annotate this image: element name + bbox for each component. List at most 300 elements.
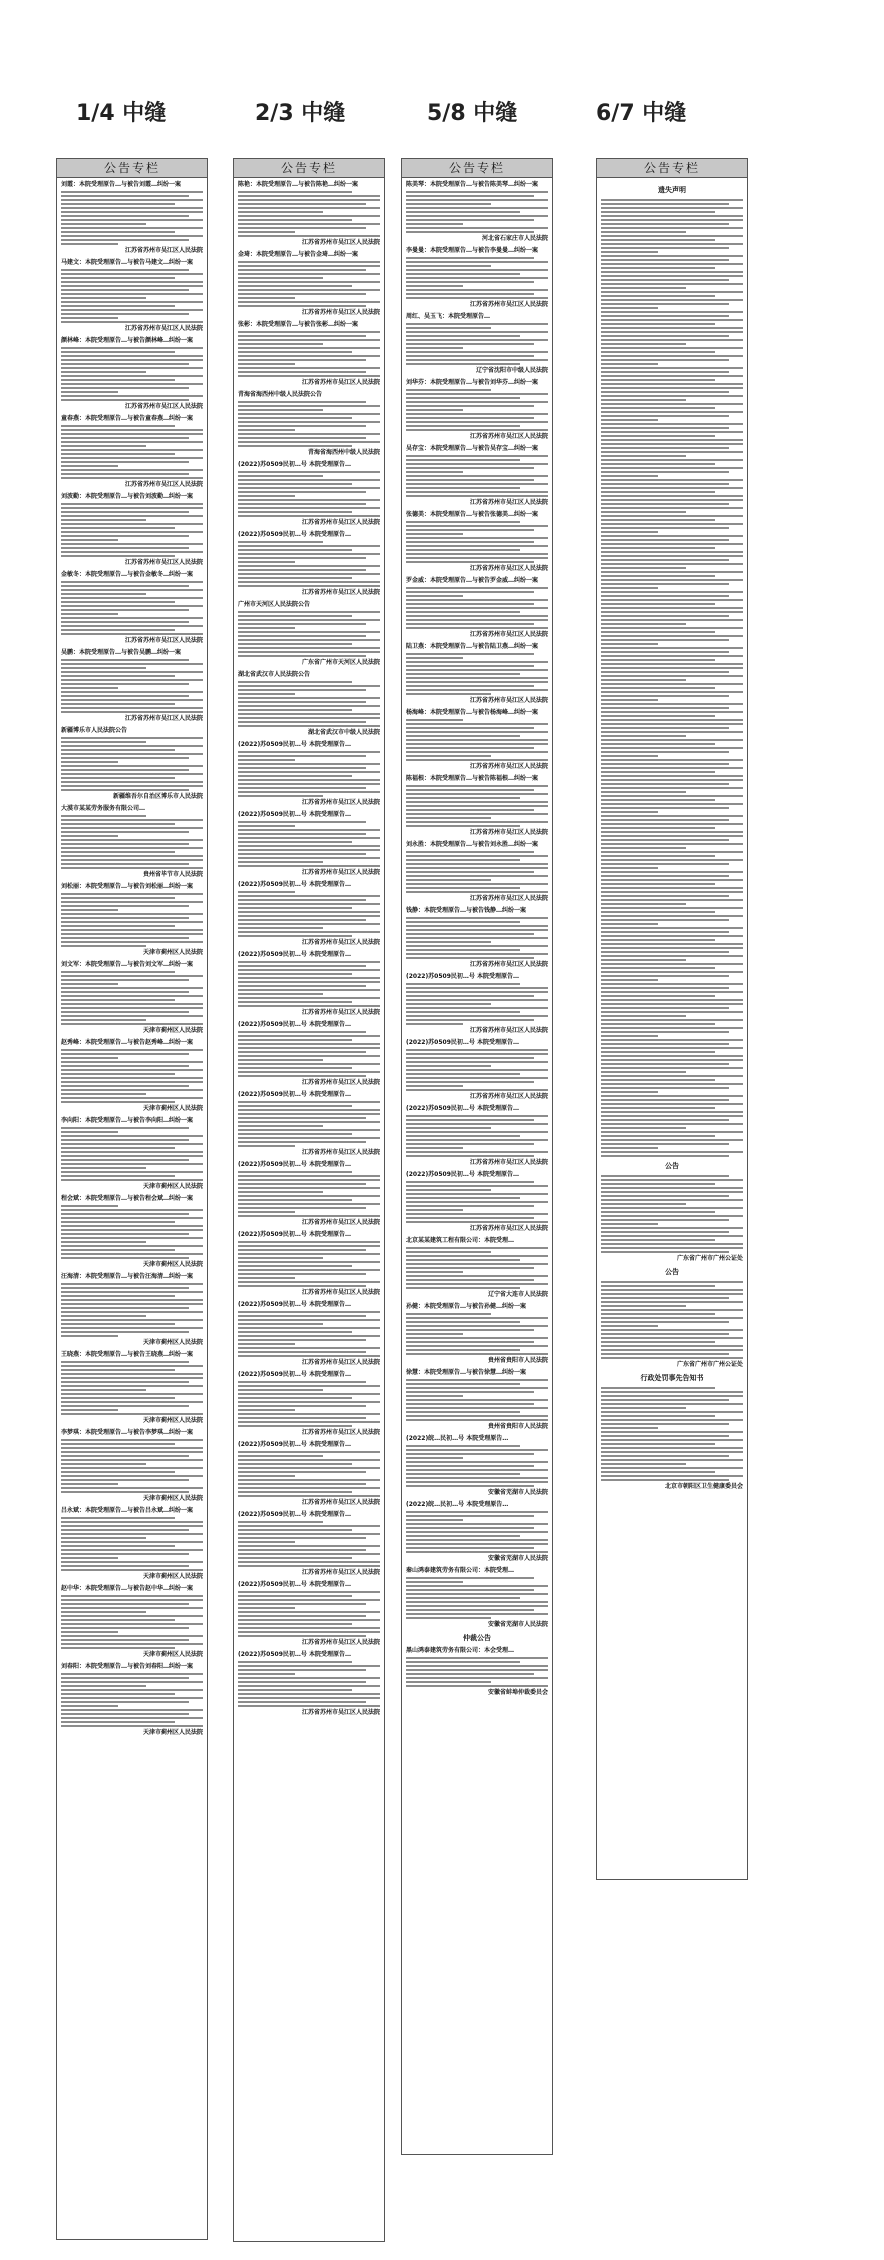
text-line [61, 1019, 146, 1021]
notice-heading: (2022)苏0509民初…号 本院受理原告… [238, 881, 351, 888]
text-line [406, 789, 534, 791]
text-line [238, 923, 380, 925]
text-line [238, 569, 366, 571]
notice-heading: 张彬：本院受理原告…与被告张彬…纠纷一案 [238, 321, 359, 328]
text-line [61, 625, 203, 627]
text-line [238, 429, 295, 431]
notice-signature: 江苏省苏州市吴江区人民法院 [124, 559, 203, 566]
notice-heading: 颜林峰：本院受理原告…与被告颜林峰…纠纷一案 [61, 337, 194, 344]
text-line [406, 1581, 463, 1583]
text-line [601, 1321, 729, 1323]
text-line [238, 1381, 366, 1383]
text-line [406, 887, 520, 889]
text-line [61, 551, 203, 553]
text-line [406, 1419, 548, 1421]
text-line [238, 1171, 352, 1173]
text-line [406, 755, 491, 757]
text-line [238, 1113, 380, 1115]
text-line [61, 321, 203, 323]
text-line [61, 659, 189, 661]
text-line [61, 289, 189, 291]
text-line [61, 527, 175, 529]
text-line [238, 561, 295, 563]
text-line [61, 515, 203, 517]
notice-signature: 天津市蓟州区人民法院 [142, 1261, 203, 1268]
text-line [601, 787, 743, 789]
notice-signature: 江苏省苏州市吴江区人民法院 [469, 301, 548, 308]
text-line [601, 895, 729, 897]
text-line [238, 1075, 366, 1077]
text-line [61, 1213, 189, 1215]
text-line [601, 1103, 743, 1105]
text-line [601, 439, 743, 441]
notice-heading: 青海省海西州中级人民法院公告 [238, 391, 323, 398]
text-line [61, 383, 203, 385]
text-line [406, 1139, 548, 1141]
notice-heading: (2022)苏0509民初…号 本院受理原告… [238, 1091, 351, 1098]
text-line [61, 777, 175, 779]
text-line [61, 605, 203, 607]
text-line [406, 1547, 534, 1549]
notice-heading: 汪海清：本院受理原告…与被告汪海清…纠纷一案 [61, 1273, 194, 1280]
text-line [61, 843, 189, 845]
text-line [238, 499, 380, 501]
text-line [406, 813, 548, 815]
text-line [238, 273, 380, 275]
text-line [238, 1619, 380, 1621]
text-line [61, 1257, 189, 1259]
text-line [406, 483, 548, 485]
notice-item [238, 1651, 380, 1717]
text-line [61, 231, 175, 233]
text-line [238, 503, 366, 505]
text-line [406, 1221, 548, 1223]
text-line [406, 459, 520, 461]
text-line [601, 1043, 729, 1045]
text-line [61, 1225, 203, 1227]
text-line [238, 1459, 380, 1461]
text-line [61, 519, 146, 521]
text-line [601, 1427, 658, 1429]
notice-item [61, 1429, 203, 1503]
text-line [601, 295, 715, 297]
text-line [406, 891, 548, 893]
text-line [61, 305, 175, 307]
text-line [61, 1533, 203, 1535]
text-line [601, 1341, 715, 1343]
text-line [238, 1561, 380, 1563]
text-line [406, 1143, 534, 1145]
text-line [61, 1639, 189, 1641]
text-line [406, 1065, 491, 1067]
text-line [601, 463, 715, 465]
text-line [238, 1491, 352, 1493]
text-line [406, 1073, 520, 1075]
text-line [238, 985, 366, 987]
notice-signature: 江苏省苏州市吴江区人民法院 [124, 403, 203, 410]
notice-heading: 陈美琴：本院受理原告…与被告陈美琴…纠纷一案 [406, 181, 539, 188]
text-line [238, 417, 352, 419]
text-line [601, 683, 743, 685]
notice-heading: 程会斌：本院受理原告…与被告程会斌…纠纷一案 [61, 1195, 194, 1202]
text-line [601, 1127, 686, 1129]
text-line [238, 235, 380, 237]
text-line [238, 1117, 366, 1119]
notice-signature: 天津市蓟州区人民法院 [142, 1183, 203, 1190]
text-line [61, 1139, 189, 1141]
text-line [601, 1183, 715, 1185]
notice-item [61, 649, 203, 723]
text-line [601, 327, 743, 329]
text-line [61, 1253, 203, 1255]
text-line [61, 1069, 203, 1071]
notice-signature: 江苏省苏州市吴江区人民法院 [301, 1289, 380, 1296]
text-line [601, 1349, 743, 1351]
text-line [406, 557, 548, 559]
text-line [61, 839, 203, 841]
text-line [601, 747, 743, 749]
text-line [406, 1015, 548, 1017]
text-line [406, 863, 548, 865]
text-line [601, 735, 686, 737]
notice-heading: (2022)苏0509民初…号 本院受理原告… [238, 1581, 351, 1588]
text-line [406, 793, 548, 795]
text-line [238, 1323, 323, 1325]
text-line [601, 811, 658, 813]
column-title: 1/4 中缝 [76, 101, 167, 126]
text-line [601, 951, 729, 953]
notice-heading: 北京某某建筑工程有限公司：本院受理… [406, 1237, 515, 1244]
text-line [61, 1565, 189, 1567]
text-line [406, 1259, 520, 1261]
text-line [238, 305, 366, 307]
text-line [61, 851, 175, 853]
text-line [601, 231, 686, 233]
text-line [406, 727, 534, 729]
text-line [601, 679, 686, 681]
text-line [61, 765, 203, 767]
text-line [406, 1387, 548, 1389]
text-line [406, 607, 548, 609]
text-line [238, 965, 366, 967]
notice-heading: 刘松丽：本院受理原告…与被告刘松丽…纠纷一案 [61, 883, 194, 890]
text-line [601, 1439, 743, 1441]
notice-heading: 李曼曼：本院受理原告…与被告李曼曼…纠纷一案 [406, 247, 539, 254]
text-line [601, 523, 743, 525]
notice-heading: (2022)苏0509民初…号 本院受理原告… [238, 1651, 351, 1658]
text-line [406, 495, 548, 497]
text-line [61, 227, 203, 229]
text-line [238, 833, 366, 835]
text-line [238, 841, 352, 843]
text-line [61, 1093, 146, 1095]
text-line [406, 285, 463, 287]
notice-heading: (2022)苏0509民初…号 本院受理原告… [238, 811, 351, 818]
text-line [61, 1487, 203, 1489]
text-line [601, 843, 743, 845]
text-line [61, 1023, 203, 1025]
notice-heading: 陆卫燕：本院受理原告…与被告陆卫燕…纠纷一案 [406, 643, 539, 650]
notice-heading: 陈福根：本院受理原告…与被告陈福根…纠纷一案 [406, 775, 539, 782]
text-line [601, 395, 743, 397]
notice-heading: 刘永胜：本院受理原告…与被告刘永胜…纠纷一案 [406, 841, 539, 848]
text-line [601, 855, 715, 857]
text-line [601, 431, 743, 433]
text-line [238, 1397, 352, 1399]
notice-signature: 江苏省苏州市吴江区人民法院 [301, 939, 380, 946]
text-line [406, 1585, 548, 1587]
text-line [601, 699, 658, 701]
text-line [238, 1199, 352, 1201]
text-line [238, 1001, 352, 1003]
text-line [238, 1187, 380, 1189]
notice-signature: 天津市蓟州区人民法院 [142, 1651, 203, 1658]
text-line [61, 925, 175, 927]
text-line [406, 1197, 520, 1199]
text-line [61, 387, 189, 389]
text-line [601, 1463, 686, 1465]
text-line [238, 211, 323, 213]
text-line [61, 1525, 203, 1527]
notice-signature: 江苏省苏州市吴江区人民法院 [301, 799, 380, 806]
text-line [406, 731, 548, 733]
text-line [238, 573, 380, 575]
text-line [406, 1317, 548, 1319]
text-line [61, 543, 203, 545]
text-line [601, 419, 658, 421]
text-line [601, 311, 743, 313]
text-line [601, 783, 729, 785]
text-line [61, 1365, 203, 1367]
text-line [406, 1535, 520, 1537]
text-line [61, 597, 203, 599]
text-line [238, 491, 366, 493]
text-line [61, 941, 203, 943]
text-line [238, 1661, 352, 1663]
text-line [406, 1119, 534, 1121]
text-line [238, 1067, 352, 1069]
text-line [601, 1227, 743, 1229]
text-line [601, 675, 743, 677]
notice-heading: (2022)苏0509民初…号 本院受理原告… [238, 531, 351, 538]
text-line [238, 1059, 323, 1061]
text-line [601, 755, 658, 757]
text-line [601, 1003, 743, 1005]
text-line [601, 1155, 729, 1157]
notice-heading: 张德美：本院受理原告…与被告张德美…纠纷一案 [406, 511, 539, 518]
text-line [61, 847, 203, 849]
text-line [406, 1597, 520, 1599]
text-line [238, 409, 323, 411]
text-line [61, 1233, 189, 1235]
text-line [601, 839, 729, 841]
section-signature: 广东省广州市广州公证处 [676, 1361, 743, 1368]
notice-signature: 贵州省贵阳市人民法院 [487, 1357, 548, 1364]
notice-heading: (2022)苏0509民初…号 本院受理原告… [238, 1301, 351, 1308]
text-line [238, 903, 380, 905]
text-line [61, 1361, 189, 1363]
text-line [61, 1595, 203, 1597]
text-line [406, 1325, 548, 1327]
text-line [238, 1191, 323, 1193]
text-line [61, 363, 189, 365]
text-line [601, 559, 729, 561]
text-line [601, 999, 743, 1001]
section-signature: 广东省广州市广州公证处 [676, 1255, 743, 1262]
text-line [238, 717, 380, 719]
text-line [601, 731, 743, 733]
text-line [601, 1301, 743, 1303]
text-line [601, 475, 658, 477]
text-line [601, 467, 743, 469]
text-line [601, 399, 686, 401]
text-line [61, 1381, 189, 1383]
text-line [601, 927, 743, 929]
text-line [601, 427, 729, 429]
text-line [238, 1681, 366, 1683]
text-line [61, 757, 189, 759]
text-line [238, 549, 352, 551]
text-line [406, 859, 520, 861]
text-line [238, 195, 380, 197]
text-line [601, 1139, 743, 1141]
text-line [238, 1005, 380, 1007]
text-line [61, 1097, 203, 1099]
text-line [601, 567, 686, 569]
notice-signature: 江苏省苏州市吴江区人民法院 [469, 433, 548, 440]
text-line [601, 719, 743, 721]
text-line [61, 1205, 118, 1207]
notice-signature: 贵州省毕节市人民法院 [142, 871, 203, 878]
text-line [601, 543, 743, 545]
text-line [238, 1495, 380, 1497]
notice-item [238, 1301, 380, 1367]
text-line [238, 1463, 352, 1465]
text-line [601, 1091, 658, 1093]
text-line [61, 737, 203, 739]
text-line [61, 1127, 189, 1129]
text-line [61, 1717, 203, 1719]
text-line [61, 1635, 203, 1637]
text-line [61, 855, 203, 857]
text-line [406, 537, 548, 539]
text-line [238, 639, 380, 641]
text-line [406, 1077, 548, 1079]
text-line [61, 1479, 189, 1481]
text-line [238, 1211, 295, 1213]
text-line [238, 935, 352, 937]
notice-signature: 广东省广州市天河区人民法院 [301, 659, 380, 666]
text-line [238, 857, 380, 859]
text-line [601, 1063, 729, 1065]
text-line [61, 1681, 203, 1683]
text-line [601, 899, 743, 901]
text-line [61, 207, 203, 209]
text-line [601, 207, 743, 209]
text-line [406, 545, 548, 547]
text-line [406, 1267, 534, 1269]
text-line [238, 1071, 380, 1073]
text-line [61, 789, 189, 791]
text-line [601, 1119, 729, 1121]
text-line [238, 899, 366, 901]
text-line [406, 1485, 534, 1487]
text-line [406, 1023, 463, 1025]
text-line [601, 603, 715, 605]
text-line [238, 1413, 380, 1415]
text-line [406, 561, 534, 563]
text-line [601, 1411, 743, 1413]
text-line [238, 367, 380, 369]
text-line [61, 1545, 175, 1547]
text-line [238, 767, 366, 769]
text-line [238, 1339, 366, 1341]
text-line [61, 211, 203, 213]
notice-signature: 江苏省苏州市吴江区人民法院 [124, 325, 203, 332]
text-line [601, 1317, 743, 1319]
text-line [601, 651, 729, 653]
notice-signature: 江苏省苏州市吴江区人民法院 [301, 1359, 380, 1366]
text-line [61, 1397, 175, 1399]
text-line [601, 1135, 715, 1137]
text-line [406, 1445, 520, 1447]
text-line [238, 865, 380, 867]
text-line [406, 363, 520, 365]
text-line [406, 983, 520, 985]
text-line [238, 725, 380, 727]
text-line [601, 1451, 743, 1453]
text-line [238, 1195, 380, 1197]
text-line [238, 1401, 380, 1403]
text-line [61, 901, 203, 903]
text-line [601, 659, 715, 661]
text-line [61, 1299, 203, 1301]
text-line [61, 999, 175, 1001]
text-line [61, 1623, 203, 1625]
text-line [61, 477, 203, 479]
text-line [406, 1539, 548, 1541]
text-line [601, 1131, 743, 1133]
text-line [61, 445, 146, 447]
text-line [601, 255, 743, 257]
text-line [238, 849, 380, 851]
board-body [57, 178, 207, 2258]
text-line [601, 1247, 743, 1249]
text-line [61, 695, 189, 697]
text-line [406, 1345, 548, 1347]
text-line [406, 389, 491, 391]
text-line [601, 1293, 743, 1295]
text-line [61, 761, 118, 763]
text-line [61, 975, 203, 977]
text-line [61, 1295, 175, 1297]
text-line [601, 575, 715, 577]
section-title: 公告 [665, 1268, 679, 1276]
text-line [406, 219, 534, 221]
notice-heading: 罗金威：本院受理原告…与被告罗金威…纠纷一案 [406, 577, 539, 584]
text-line [406, 1337, 548, 1339]
text-line [61, 1057, 118, 1059]
notice-item [406, 1435, 548, 1497]
text-line [406, 1151, 548, 1153]
text-line [238, 1327, 380, 1329]
text-line [601, 1447, 743, 1449]
text-line [406, 693, 491, 695]
text-line [238, 1249, 366, 1251]
text-line [238, 199, 380, 201]
text-line [601, 1251, 729, 1253]
text-line [601, 1333, 729, 1335]
